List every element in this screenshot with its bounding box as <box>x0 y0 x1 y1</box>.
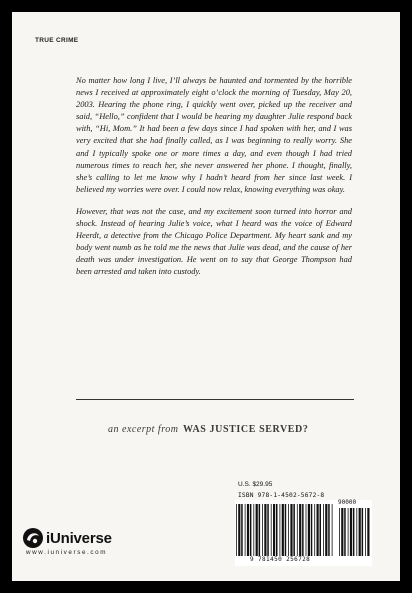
book-back-cover <box>12 12 400 581</box>
tagline-lead: an excerpt from <box>108 424 179 435</box>
barcode-addon-number: 90000 <box>338 499 357 506</box>
price-addon-barcode <box>339 508 371 556</box>
genre-label: TRUE CRIME <box>35 37 79 44</box>
isbn-barcode <box>236 504 336 556</box>
publisher-url: www.iuniverse.com <box>26 549 108 556</box>
price-label: U.S. $29.95 <box>238 481 273 488</box>
barcode-digits: 9 781450 256728 <box>250 556 311 563</box>
excerpt-paragraph-2: However, that was not the case, and my excitement soon turned into horror and shock. Instead of hearing Julie’s voice, what I heard was the voice of Edward Heerdt, a detective from the Chicago Police Department. My heart sank and my body went numb as he told me the news that Julie was dead, and the cause of her death was under investigation. He went on to say that George Thompson had been arrested and taken into custody. <box>76 206 352 277</box>
excerpt-paragraph-1: No matter how long I live, I’ll always be haunted and tormented by the horrible news I received at approximately eight o’clock the morning of Tuesday, May 20, 2003. Hearing the phone ring, I quickly went over, picked up the receiver and said, “Hello,” confident that I would be hearing my daughter Julie respond back with, “Hi, Mom.” It had been a few days since I had spoken with her, and I was very excited that she had finally called, as I was beginning to really worry. She and I typically spoke one or more times a day, and even though I had tried numerous times to reach her, she never answered her phone. I thought, finally, she’s calling to let me know why I hadn’t heard from her since last week. I believed my worries were over. I could now relax, knowing everything was okay. <box>76 76 352 194</box>
publisher-swirl-icon <box>22 527 44 549</box>
publisher-name: iUniverse <box>46 529 112 547</box>
divider-rule <box>76 399 354 400</box>
excerpt-tagline <box>108 424 348 435</box>
isbn-label: ISBN 978-1-4502-5672-8 <box>238 492 325 499</box>
publisher-logo <box>22 527 112 549</box>
excerpt-text <box>76 75 352 289</box>
book-title: WAS JUSTICE SERVED? <box>182 424 309 435</box>
